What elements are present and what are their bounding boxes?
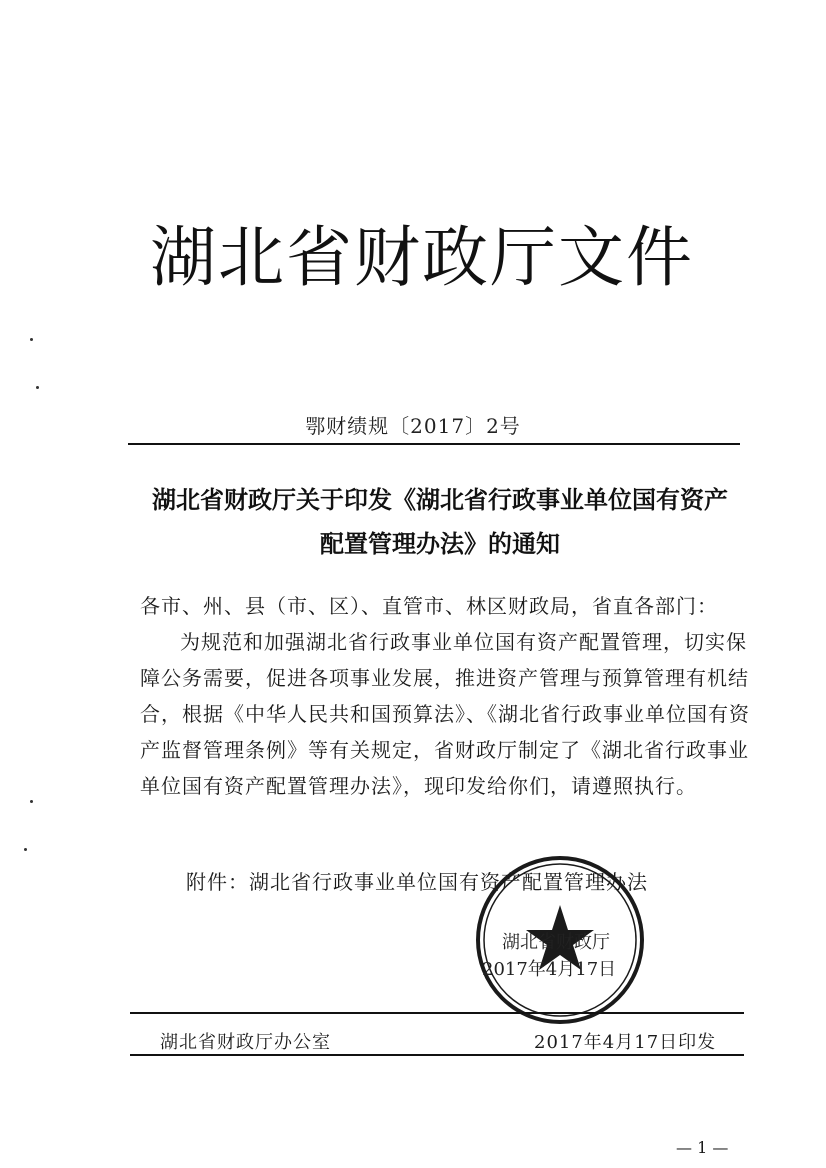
header-divider bbox=[128, 443, 740, 445]
notice-title-line-2: 配置管理办法》的通知 bbox=[320, 529, 560, 558]
scan-mark bbox=[36, 386, 39, 389]
footer-divider-bottom bbox=[130, 1054, 744, 1056]
notice-title-line-1: 湖北省财政厅关于印发《湖北省行政事业单位国有资产 bbox=[152, 485, 728, 514]
signature-org: 湖北省财政厅 bbox=[502, 932, 610, 953]
body-paragraph: 为规范和加强湖北省行政事业单位国有资产配置管理，切实保障公务需要，促进各项事业发展，推进资产管理与预算管理有机结合，根据《中华人民共和国预算法》、《湖北省行政事业单位国有资产监督管理条例》等有关规定，省财政厅制定了《湖北省行政事业单位国有资产配置管理办法》，现印发给你们，请遵照执行。 bbox=[140, 630, 750, 798]
footer-divider-top bbox=[130, 1012, 744, 1014]
scan-mark bbox=[24, 848, 27, 851]
salutation: 各市、州、县（市、区）、直管市、林区财政局，省直各部门： bbox=[140, 594, 718, 618]
signature-date: 2017年4月17日 bbox=[482, 959, 617, 980]
scan-mark bbox=[30, 800, 33, 803]
scan-mark bbox=[30, 338, 33, 341]
footer-print-date: 2017年4月17日印发 bbox=[534, 1032, 717, 1053]
page-number: — 1 — bbox=[676, 1138, 729, 1157]
notice-body bbox=[140, 588, 750, 804]
document-header-title: 湖北省财政厅文件 bbox=[150, 219, 694, 296]
notice-title bbox=[120, 478, 760, 566]
document-number: 鄂财绩规〔2017〕2号 bbox=[305, 414, 521, 438]
footer-office: 湖北省财政厅办公室 bbox=[160, 1032, 331, 1053]
attachment-line: 附件：湖北省行政事业单位国有资产配置管理办法 bbox=[186, 870, 648, 894]
